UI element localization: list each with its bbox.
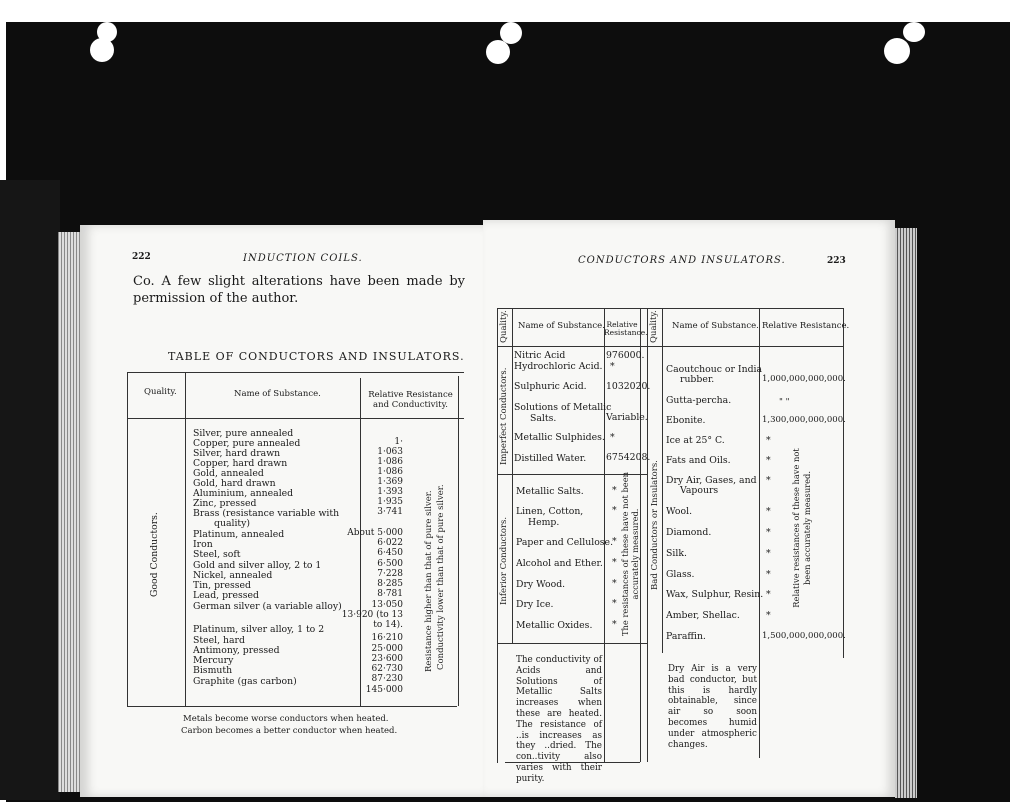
table-row: Ice at 25° C. <box>666 435 725 446</box>
table-title: TABLE OF CONDUCTORS AND INSULATORS. <box>168 350 465 363</box>
binder-hole <box>500 22 522 44</box>
table-value: 145·000 <box>365 685 403 695</box>
group-label-good-conductors: Good Conductors. <box>149 512 160 597</box>
table-value: 1·393 <box>377 487 403 497</box>
table-row: Brass (resistance variable with <box>193 508 340 519</box>
table-row: Graphite (gas carbon) <box>193 676 297 687</box>
binder-hole <box>486 40 510 64</box>
inferior-paragraph: The conductivity of Acids and Solutions of Metallic Salts increases when these are heated. The resistance of ..is increases as they ..dried. The con..tivity also varies with their purity. <box>516 655 602 784</box>
table-row: Paraffin. <box>666 631 706 642</box>
table-row: Silver, hard drawn <box>193 448 281 459</box>
table-value: 6754208. <box>606 452 651 463</box>
page-number-right: 223 <box>827 256 846 266</box>
table-value: * <box>766 548 771 559</box>
table-value: * <box>766 455 771 466</box>
page-edges-left <box>58 232 82 792</box>
table-row: Hydrochloric Acid. <box>514 361 603 372</box>
col-header-quality: Quality. <box>144 387 177 397</box>
table-value: * <box>612 557 617 568</box>
table-row: Dry Air, Gases, and <box>666 475 757 486</box>
inferior-note: The resistances of these have not been accurately measured. <box>620 472 640 636</box>
table-row: quality) <box>214 518 251 529</box>
table-row: Metallic Salts. <box>516 486 584 497</box>
col-header-resistance: Relative Resistance. <box>604 320 648 337</box>
table-row: Platinum, silver alloy, 1 to 2 <box>193 624 325 635</box>
col-header-substance: Name of Substance. <box>672 321 759 331</box>
table-row: Antimony, pressed <box>193 645 280 656</box>
table-row: Copper, pure annealed <box>193 438 301 449</box>
table-row: Silk. <box>666 548 687 559</box>
table-value: 8·781 <box>377 589 403 599</box>
table-value: 1,500,000,000,000. <box>762 631 846 641</box>
table-rule <box>640 308 641 762</box>
table-value: 1·935 <box>377 497 403 507</box>
table-value: 1,000,000,000,000. <box>762 374 846 384</box>
table-value: * <box>766 435 771 446</box>
table-row: rubber. <box>680 374 715 385</box>
table-value: 1· <box>394 437 403 447</box>
table-value: 13·050 <box>371 600 403 610</box>
footnote-metals: Metals become worse conductors when heated. <box>183 714 389 724</box>
table-value: * <box>766 589 771 600</box>
table-value: " " <box>779 397 790 407</box>
table-value: 3·741 <box>377 507 403 517</box>
table-row: Distilled Water. <box>514 453 587 464</box>
table-row: Vapours <box>680 485 719 496</box>
table-rule <box>647 308 648 762</box>
table-row: Silver, pure annealed <box>193 428 294 439</box>
table-value: 25·000 <box>371 644 403 654</box>
table-value: 8·285 <box>377 579 403 589</box>
side-note-conductivity: Conductivity lower than that of pure silver. <box>436 484 446 670</box>
group-label-bad: Bad Conductors or Insulators. <box>650 460 660 590</box>
table-value: 87·230 <box>371 674 403 684</box>
binder-hole <box>884 38 910 64</box>
table-rule <box>497 346 843 347</box>
table-row: Hemp. <box>528 517 560 528</box>
table-rule <box>497 643 647 644</box>
table-row: Linen, Cotton, <box>516 506 584 517</box>
table-value: * <box>766 610 771 621</box>
table-row: Solutions of Metallic <box>514 402 612 413</box>
table-value: 62·730 <box>371 664 403 674</box>
table-value: * <box>612 505 617 516</box>
binder-hole <box>97 22 117 42</box>
intro-text: Co. A few slight alterations have been made by permission of the author. <box>133 274 465 306</box>
table-row: Tin, pressed <box>193 580 251 591</box>
table-value: 1032020. <box>606 381 651 392</box>
table-value: Variable. <box>606 412 648 423</box>
table-row: Wool. <box>666 506 693 517</box>
footnote-carbon: Carbon becomes a better conductor when heated. <box>181 726 398 736</box>
table-rule <box>497 308 498 763</box>
table-row: Diamond. <box>666 527 712 538</box>
table-row: Dry Ice. <box>516 599 554 610</box>
table-rule <box>127 372 464 373</box>
table-row: German silver (a variable alloy) <box>193 601 342 612</box>
table-value: * <box>766 527 771 538</box>
table-value: 7·228 <box>377 569 403 579</box>
table-value: 1,300,000,000,000. <box>762 415 846 425</box>
table-value: 16·210 <box>371 633 403 643</box>
table-rule <box>127 706 457 707</box>
table-value: 23·600 <box>371 654 403 664</box>
table-row: Metallic Sulphides. <box>514 432 605 443</box>
table-row: Wax, Sulphur, Resin. <box>666 589 764 600</box>
table-row: Caoutchouc or India <box>666 364 763 375</box>
table-row: Metallic Oxides. <box>516 620 593 631</box>
table-row: Nickel, annealed <box>193 570 273 581</box>
col-header-resistance: Relative Resistance. <box>762 321 850 331</box>
table-value: 1·063 <box>377 447 403 457</box>
table-rule <box>127 372 128 706</box>
table-value: * <box>612 536 617 547</box>
table-value: 1·086 <box>377 467 403 477</box>
running-head-left: INDUCTION COILS. <box>243 253 363 264</box>
table-row: Gold and silver alloy, 2 to 1 <box>193 560 322 571</box>
page-edges-right <box>895 228 917 798</box>
table-row: Amber, Shellac. <box>666 610 740 621</box>
table-value: 976000. <box>606 350 645 361</box>
table-value: * <box>612 485 617 496</box>
binder-hole <box>903 22 925 42</box>
table-rule <box>662 308 663 653</box>
table-value: 1·369 <box>377 477 403 487</box>
table-row: Lead, pressed <box>193 590 259 601</box>
table-rule <box>497 308 843 309</box>
group-label-imperfect: Imperfect Conductors. <box>499 367 509 465</box>
page-number-left: 222 <box>132 252 151 262</box>
table-row: Iron <box>193 539 213 550</box>
table-row: Aluminium, annealed <box>193 488 294 499</box>
table-row: Bismuth <box>193 665 233 676</box>
table-value: 6·500 <box>377 559 403 569</box>
col-header-substance: Name of Substance. <box>518 321 605 331</box>
table-row: Glass. <box>666 569 695 580</box>
table-row: Dry Wood. <box>516 579 566 590</box>
table-rule <box>127 418 464 419</box>
table-value: to 14). <box>373 620 403 630</box>
table-row: Steel, hard <box>193 635 245 646</box>
scan-shadow <box>0 180 60 800</box>
table-value: 1·086 <box>377 457 403 467</box>
table-value: 6·022 <box>377 538 403 548</box>
table-row: Steel, soft <box>193 549 241 560</box>
table-row: Salts. <box>530 413 557 424</box>
col-header-quality: Quality. <box>499 310 509 343</box>
table-value: * <box>612 619 617 630</box>
table-rule <box>512 308 513 643</box>
running-head-right: CONDUCTORS AND INSULATORS. <box>578 255 786 266</box>
table-row: Platinum, annealed <box>193 529 285 540</box>
binder-hole <box>90 38 114 62</box>
table-value: * <box>610 432 615 443</box>
col-header-resistance: Relative Resistance and Conductivity. <box>368 390 453 410</box>
table-row: Gold, hard drawn <box>193 478 276 489</box>
table-rule <box>604 308 605 762</box>
table-row: Mercury <box>193 655 234 666</box>
table-value: * <box>612 578 617 589</box>
table-value: * <box>766 475 771 486</box>
table-row: Copper, hard drawn <box>193 458 288 469</box>
col-header-quality: Quality. <box>649 310 659 343</box>
table-row: Sulphuric Acid. <box>514 381 587 392</box>
table-value: 13·920 (to 13 <box>341 610 403 620</box>
table-rule <box>843 308 844 658</box>
table-value: About 5·000 <box>347 528 403 538</box>
col-header-substance: Name of Substance. <box>234 389 321 399</box>
table-row: Ebonite. <box>666 415 706 426</box>
bad-paragraph: Dry Air is a very bad conductor, but this is hardly obtainable, since air so soon becomes humid under atmospheric changes. <box>668 664 757 750</box>
table-row: Gutta-percha. <box>666 395 732 406</box>
table-value: 6·450 <box>377 548 403 558</box>
side-note-resistance: Resistance higher than that of pure silver. <box>424 490 434 672</box>
table-value: * <box>766 506 771 517</box>
table-value: * <box>766 569 771 580</box>
table-value: * <box>610 361 615 372</box>
table-row: Fats and Oils. <box>666 455 731 466</box>
table-rule <box>759 308 760 758</box>
table-rule <box>185 372 186 706</box>
table-row: Alcohol and Ether. <box>516 558 603 569</box>
table-row: Gold, annealed <box>193 468 264 479</box>
table-row: Nitric Acid <box>514 350 566 361</box>
bad-note: Relative resistances of these have not been accurately measured. <box>791 448 812 608</box>
group-label-inferior: Inferior Conductors. <box>499 516 509 605</box>
table-rule <box>458 376 459 706</box>
table-value: * <box>612 598 617 609</box>
table-row: Zinc, pressed <box>193 498 257 509</box>
table-row: Paper and Cellulose. <box>516 537 614 548</box>
